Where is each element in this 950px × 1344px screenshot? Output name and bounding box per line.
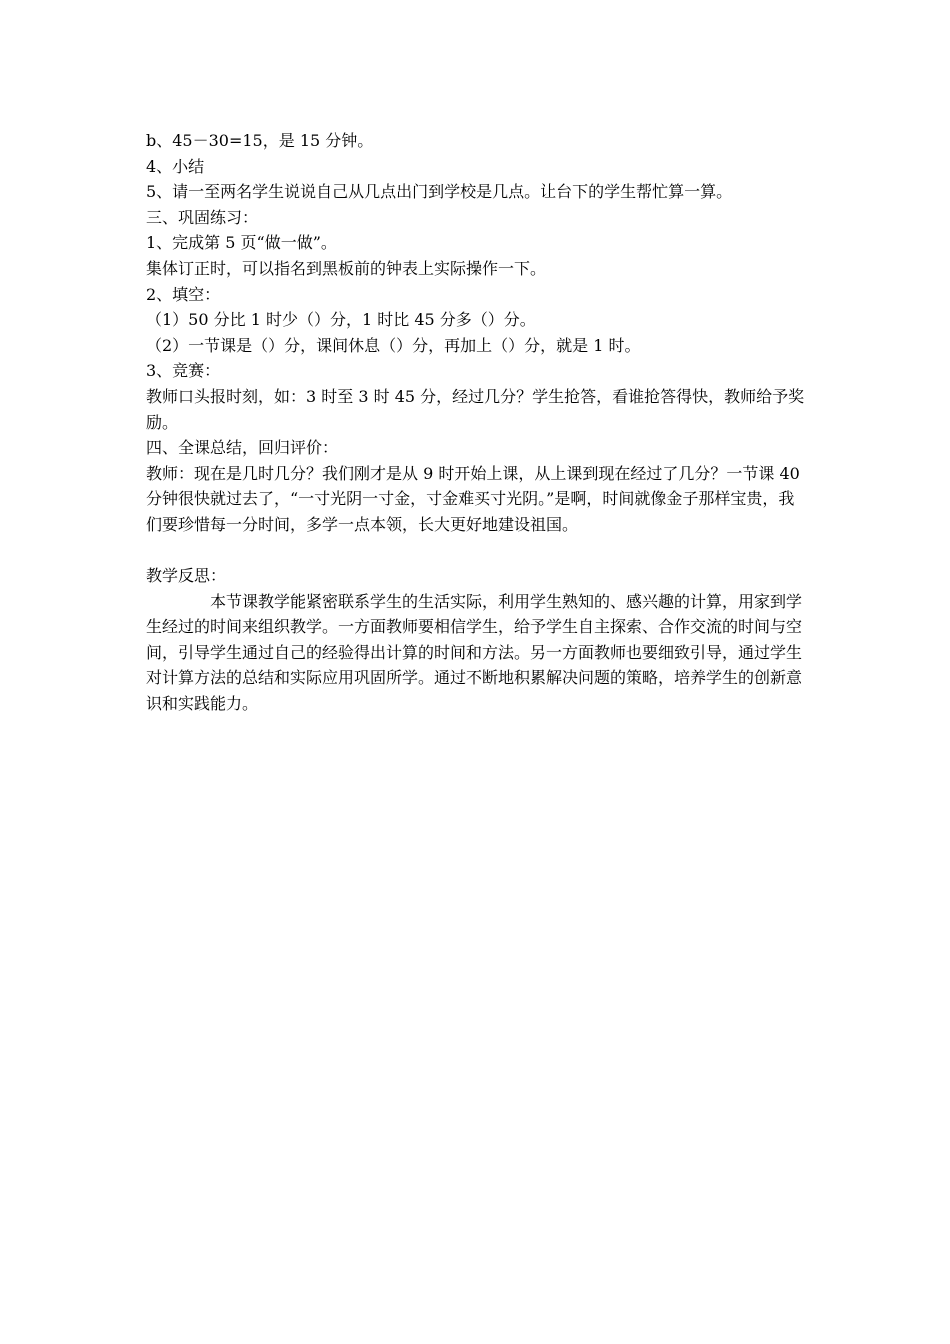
section-heading-summary: 四、全课总结，回归评价： xyxy=(146,438,339,458)
body-line-2: 4、小结 xyxy=(146,156,205,176)
section-heading-practice: 三、巩固练习： xyxy=(146,207,259,227)
body-line-9: （2）一节课是（）分，课间休息（）分，再加上（）分，就是 1 时。 xyxy=(146,335,641,355)
body-line-1: b、45－30=15，是 15 分钟。 xyxy=(146,131,374,150)
body-line-6: 集体订正时，可以指名到黑板前的钟表上实际操作一下。 xyxy=(146,258,547,278)
body-line-5: 1、完成第 5 页“做一做”。 xyxy=(146,233,337,253)
body-line-3: 5、请一至两名学生说说自己从几点出门到学校是几点。让台下的学生帮忙算一算。 xyxy=(146,182,733,202)
body-line-7: 2、填空： xyxy=(146,284,221,304)
body-line-8: （1）50 分比 1 时少（）分，1 时比 45 分多（）分。 xyxy=(146,310,536,330)
spacer xyxy=(146,538,810,564)
reflection-title: 教学反思： xyxy=(146,566,227,586)
reflection-text: 本节课教学能紧密联系学生的生活实际，利用学生熟知的、感兴趣的计算，用家到学生经过的时间来组织教学。一方面教师要相信学生，给予学生自主探索、合作交流的时间与空间，引导学生通过自己的经验得出计算的时间和方法。另一方面教师也要细致引导，通过学生对计算方法的总结和实际应用巩固所学。通过不断地积累解决问题的策略，培养学生的创新意识和实践能力。 xyxy=(146,591,803,714)
body-line-13: 教师：现在是几时几分？我们刚才是从 9 时开始上课，从上课到现在经过了几分？一节课 40 分钟很快就过去了，“一寸光阴一寸金，寸金难买寸光阴。”是啊，时间就像金子那样宝贵，我们要珍惜每一分时间，多学一点本领，长大更好地建设祖国。 xyxy=(146,463,800,534)
body-line-10: 3、竞赛： xyxy=(146,361,221,381)
body-line-11: 教师口头报时刻，如：3 时至 3 时 45 分，经过几分？学生抢答，看谁抢答得快，教师给予奖励。 xyxy=(146,386,805,432)
document-page xyxy=(146,128,810,717)
